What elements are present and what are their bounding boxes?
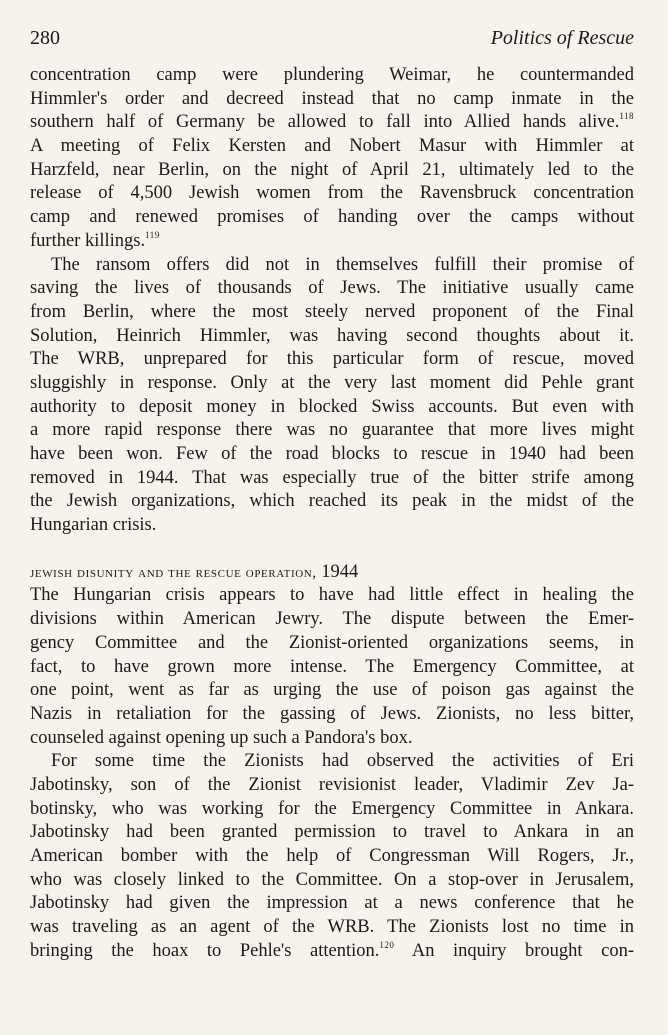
chapter-title: Politics of Rescue <box>490 27 634 49</box>
text-line: further killings.$^{119}$ <box>30 229 160 251</box>
text-line: saving the lives of thousands of Jews. The initiative usually came <box>30 278 634 299</box>
footnote-ref: 118 <box>619 111 634 122</box>
text-line: Jabotinsky, son of the Zionist revisionist leader, Vladimir Zev Ja- <box>30 774 634 795</box>
text-line: American bomber with the help of Congressman Will Rogers, Jr., <box>30 846 634 866</box>
text-line: the Jewish organizations, which reached its peak in the midst of the <box>30 491 634 512</box>
text-line: Harzfeld, near Berlin, on the night of April 21, ultimately led to the <box>30 159 634 180</box>
text-line: Hungarian crisis. <box>30 515 157 536</box>
text-line: sluggishly in response. Only at the very last moment did Pehle grant <box>30 372 634 393</box>
text-line: concentration camp were plundering Weimar, he countermanded <box>30 65 634 85</box>
section-heading: jewish disunity and the rescue operation, 1944 <box>30 561 359 582</box>
text-line: authority to deposit money in blocked Swiss accounts. But even with <box>30 396 634 417</box>
text-line: A meeting of Felix Kersten and Nobert Masur with Himmler at <box>30 136 634 157</box>
text-line: For some time the Zionists had observed the activities of Eri <box>51 751 634 772</box>
text-line: have been won. Few of the road blocks to rescue in 1940 had been <box>30 444 634 464</box>
text-line: southern half of Germany be allowed to fall into Allied hands alive.$^{118}$ <box>30 111 634 133</box>
page-number: 280 <box>30 27 60 49</box>
text-line: fact, to have grown more intense. The Emergency Committee, at <box>30 656 634 677</box>
text-line: The ransom offers did not in themselves fulfill their promise of <box>51 254 634 275</box>
text-line: The Hungarian crisis appears to have had little effect in healing the <box>30 585 634 606</box>
text-line: removed in 1944. That was especially true of the bitter strife among <box>30 467 634 488</box>
text-line: Himmler's order and decreed instead that no camp inmate in the <box>30 88 634 109</box>
text-line: Solution, Heinrich Himmler, was having second thoughts about it. <box>30 325 634 346</box>
text-line: Jabotinsky had given the impression at a news conference that he <box>30 893 634 914</box>
footnote-ref: 119 <box>145 229 160 240</box>
text-line: Nazis in retaliation for the gassing of Jews. Zionists, no less bitter, <box>30 703 634 724</box>
body-text <box>30 64 634 963</box>
text-line: release of 4,500 Jewish women from the Ravensbruck concentration <box>30 183 634 204</box>
text-line: who was closely linked to the Committee. On a stop-over in Jerusalem, <box>30 869 634 890</box>
text-line: Jabotinsky had been granted permission to travel to Ankara in an <box>30 822 634 843</box>
text-line: bringing the hoax to Pehle's attention.$^{120}$ An inquiry brought con- <box>30 939 634 961</box>
text-line: from Berlin, where the most steely nerved proponent of the Final <box>30 301 634 322</box>
text-line: The WRB, unprepared for this particular form of rescue, moved <box>30 349 634 370</box>
text-line: was traveling as an agent of the WRB. The Zionists lost no time in <box>30 917 634 938</box>
text-line: gency Committee and the Zionist-oriented organizations seems, in <box>30 632 634 653</box>
text-line: a more rapid response there was no guarantee that more lives might <box>30 420 634 441</box>
text-line: counseled against opening up such a Pandora's box. <box>30 727 413 748</box>
footnote-ref: 120 <box>379 939 395 950</box>
text-line: divisions within American Jewry. The dispute between the Emer- <box>30 609 634 630</box>
text-line: botinsky, who was working for the Emergency Committee in Ankara. <box>30 798 634 819</box>
text-line: one point, went as far as urging the use of poison gas against the <box>30 680 634 701</box>
text-line: camp and renewed promises of handing over the camps without <box>30 207 634 228</box>
running-head <box>30 27 634 51</box>
